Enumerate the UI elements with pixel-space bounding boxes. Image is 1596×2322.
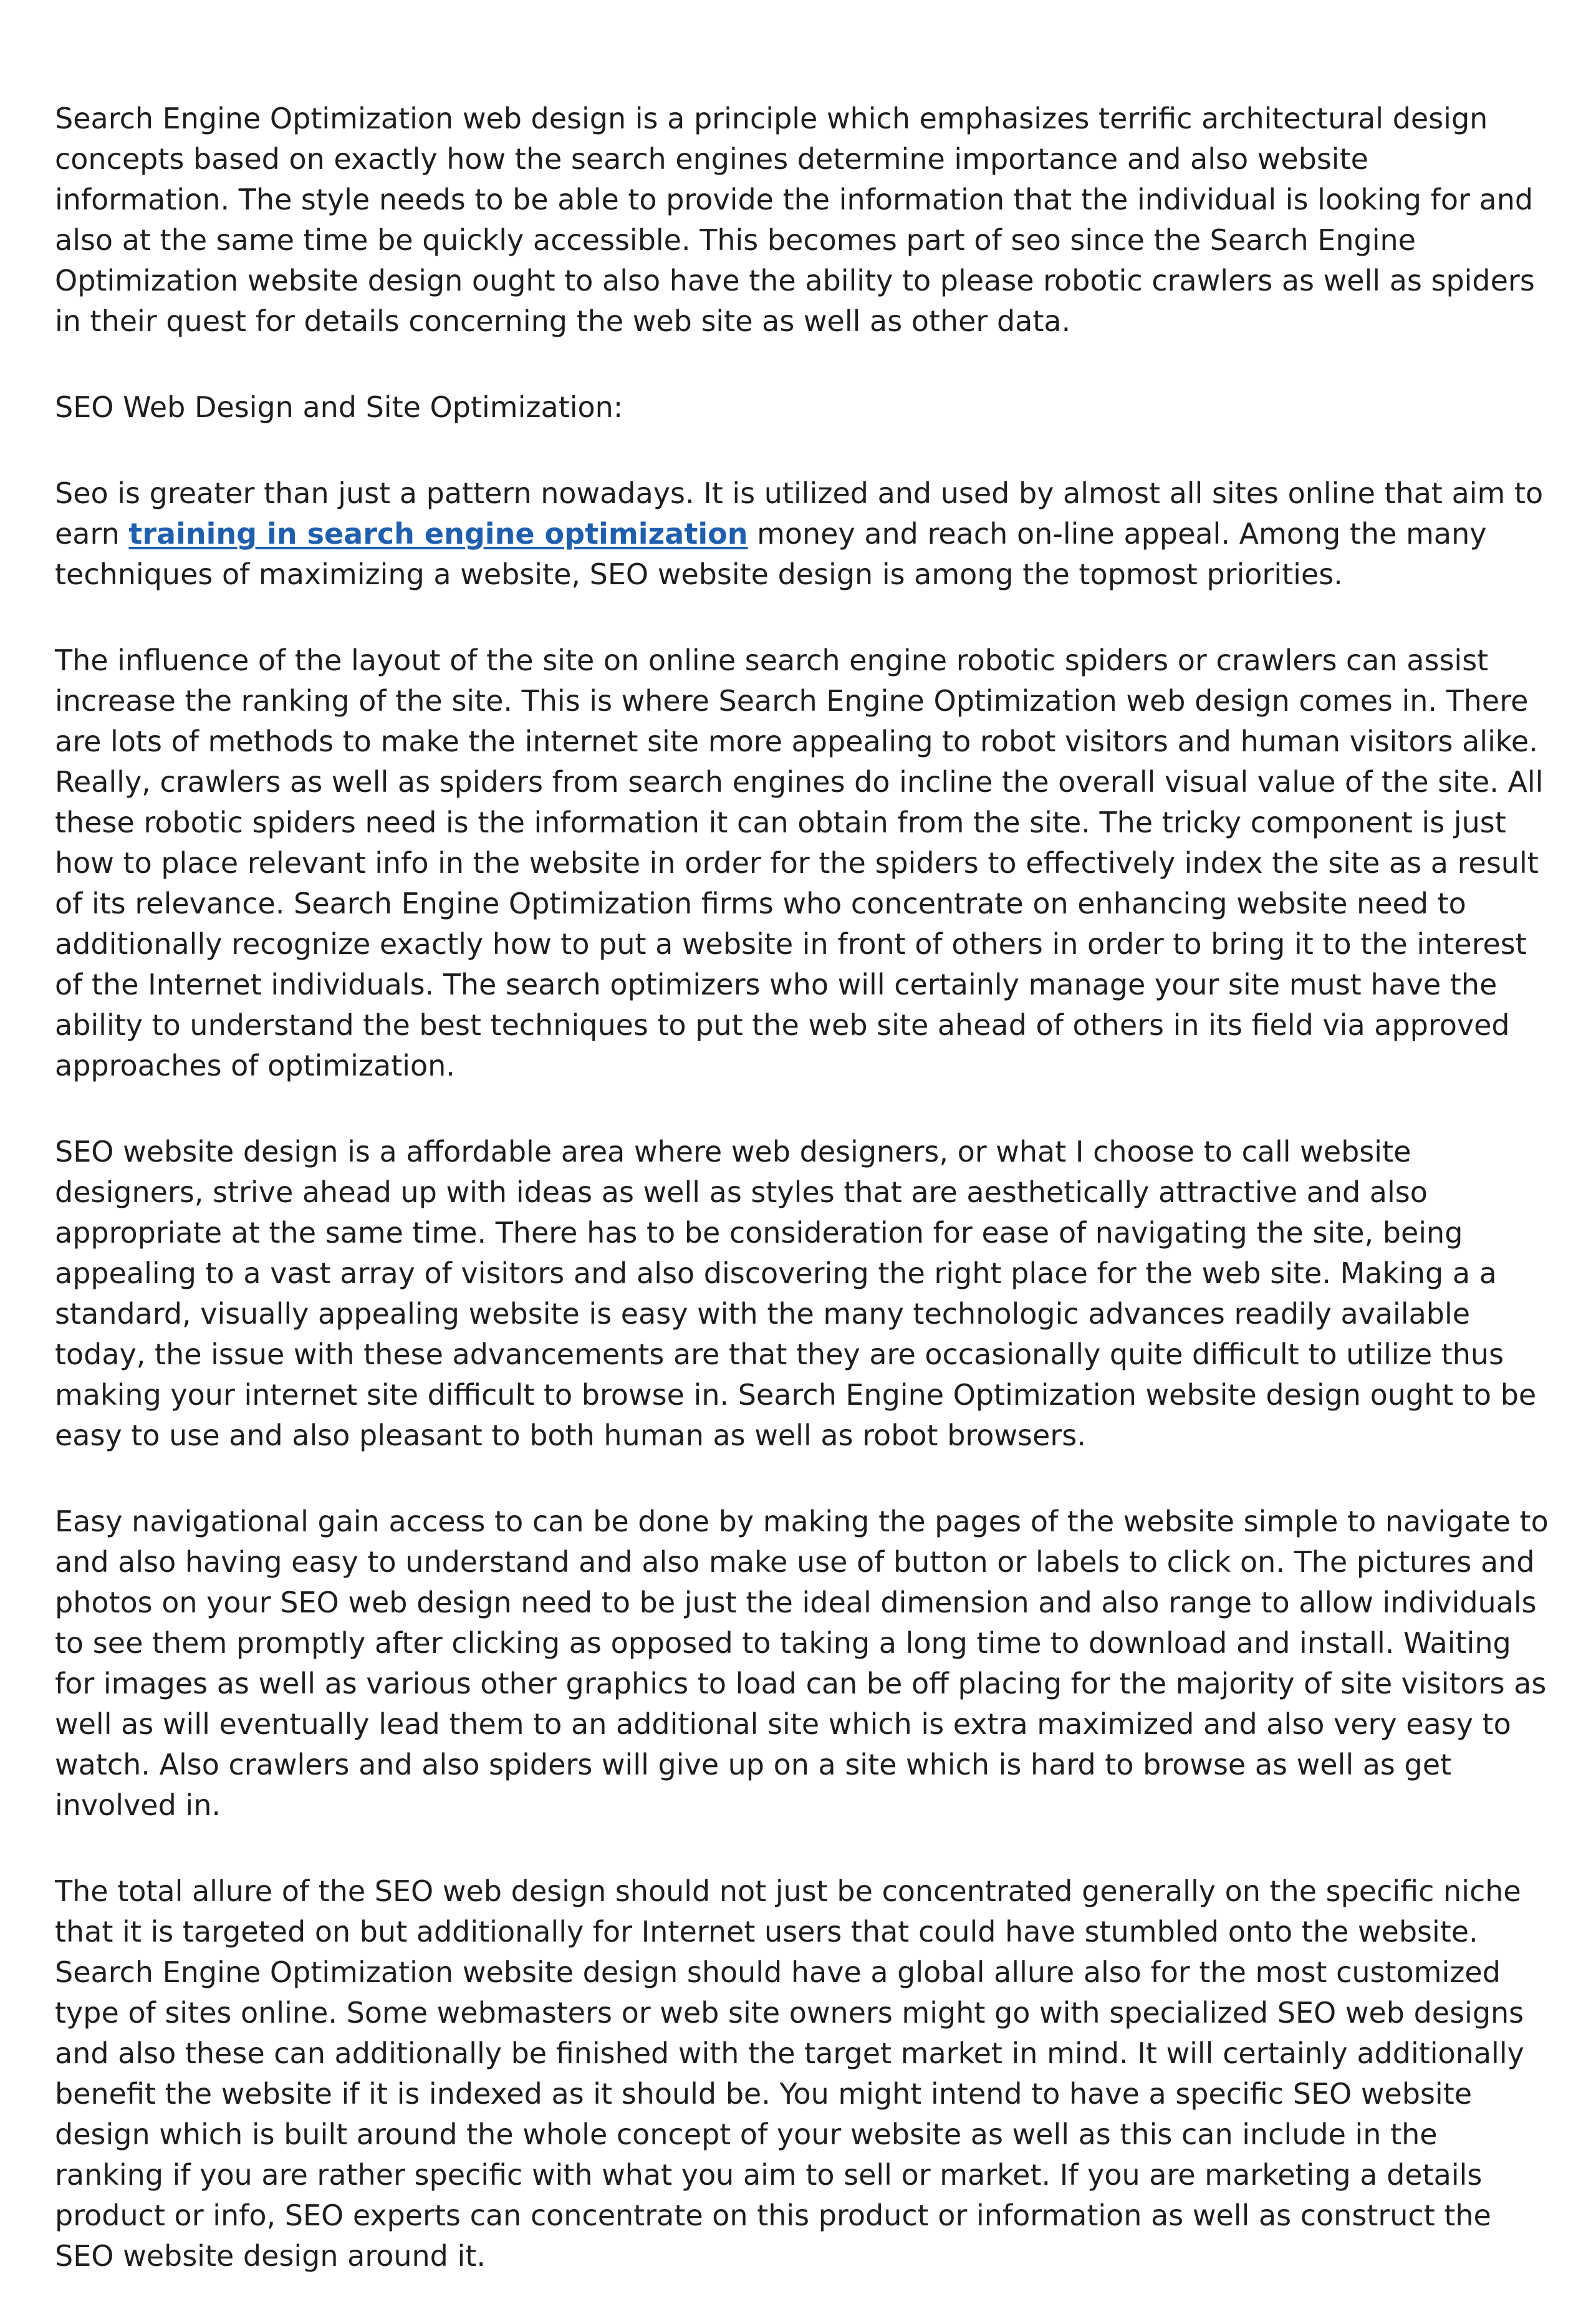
section-heading: SEO Web Design and Site Optimization: bbox=[55, 390, 623, 424]
paragraph-seo-trend bbox=[55, 473, 1551, 595]
paragraph-layout-influence: The influence of the layout of the site on online search engine robotic spiders or crawlers can assist increase the ranking of the site. This is where Search Engine Optimization web design comes in. There are lots of methods to make the internet site more appealing to robot visitors and human visitors alike. Really, crawlers as well as spiders from search engines do incline the overall visual value of the site. All these robotic spiders need is the information it can obtain from the site. The tricky component is just how to place relevant info in the website in order for the spiders to effectively index the site as a result of its relevance. Search Engine Optimization firms who concentrate on enhancing website need to additionally recognize exactly how to put a website in front of others in order to bring it to the interest of the Internet individuals. The search optimizers who will certainly manage your site must have the ability to understand the best techniques to put the web site ahead of others in its field via approved approaches of optimization. bbox=[55, 643, 1544, 1082]
paragraph-text-before-link: Seo is greater than just a pattern nowadays. It is utilized and used by almost all sites online that aim to earn bbox=[55, 476, 1544, 551]
seo-training-link[interactable]: training in search engine optimization bbox=[128, 517, 748, 551]
paragraph-navigation: Easy navigational gain access to can be done by making the pages of the website simple to navigate to and also having easy to understand and also make use of button or labels to click on. The pictures and photos on your SEO web design need to be just the ideal dimension and also range to allow individuals to see them promptly after clicking as opposed to taking a long time to download and install. Waiting for images as well as various other graphics to load can be off placing for the majority of site visitors as well as will eventually lead them to an additional site which is extra maximized and also very easy to watch. Also crawlers and also spiders will give up on a site which is hard to browse as well as get involved in. bbox=[55, 1505, 1549, 1822]
document-body bbox=[55, 99, 1551, 2322]
paragraph-text-after-link: money and reach on-line appeal. Among the many techniques of maximizing a website, SEO website design is among the topmost priorities. bbox=[55, 517, 1487, 591]
paragraph-overall-allure: The total allure of the SEO web design should not just be concentrated generally on the specific niche that it is targeted on but additionally for Internet users that could have stumbled onto the website. Search Engine Optimization website design should have a global allure also for the most customized type of sites online. Some webmasters or web site owners might go with specialized SEO web designs and also these can additionally be finished with the target market in mind. It will certainly additionally benefit the website if it is indexed as it should be. You might intend to have a specific SEO website design which is built around the whole concept of your website as well as this can include in the ranking if you are rather specific with what you aim to sell or market. If you are marketing a details product or info, SEO experts can concentrate on this product or information as well as construct the SEO website design around it. bbox=[55, 1874, 1524, 2273]
paragraph-website-design: SEO website design is a affordable area where web designers, or what I choose to call website designers, strive ahead up with ideas as well as styles that are aesthetically attractive and also appropriate at the same time. There has to be consideration for ease of navigating the site, being appealing to a vast array of visitors and also discovering the right place for the web site. Making a a standard, visually appealing website is easy with the many technologic advances readily available today, the issue with these advancements are that they are occasionally quite difficult to utilize thus making your internet site difficult to browse in. Search Engine Optimization website design ought to be easy to use and also pleasant to both human as well as robot browsers. bbox=[55, 1135, 1537, 1452]
paragraph-intro: Search Engine Optimization web design is a principle which emphasizes terrific architectural design concepts based on exactly how the search engines determine importance and also website information. The style needs to be able to provide the information that the individual is looking for and also at the same time be quickly accessible. This becomes part of seo since the Search Engine Optimization website design ought to also have the ability to please robotic crawlers as well as spiders in their quest for details concerning the web site as well as other data. bbox=[55, 102, 1535, 338]
